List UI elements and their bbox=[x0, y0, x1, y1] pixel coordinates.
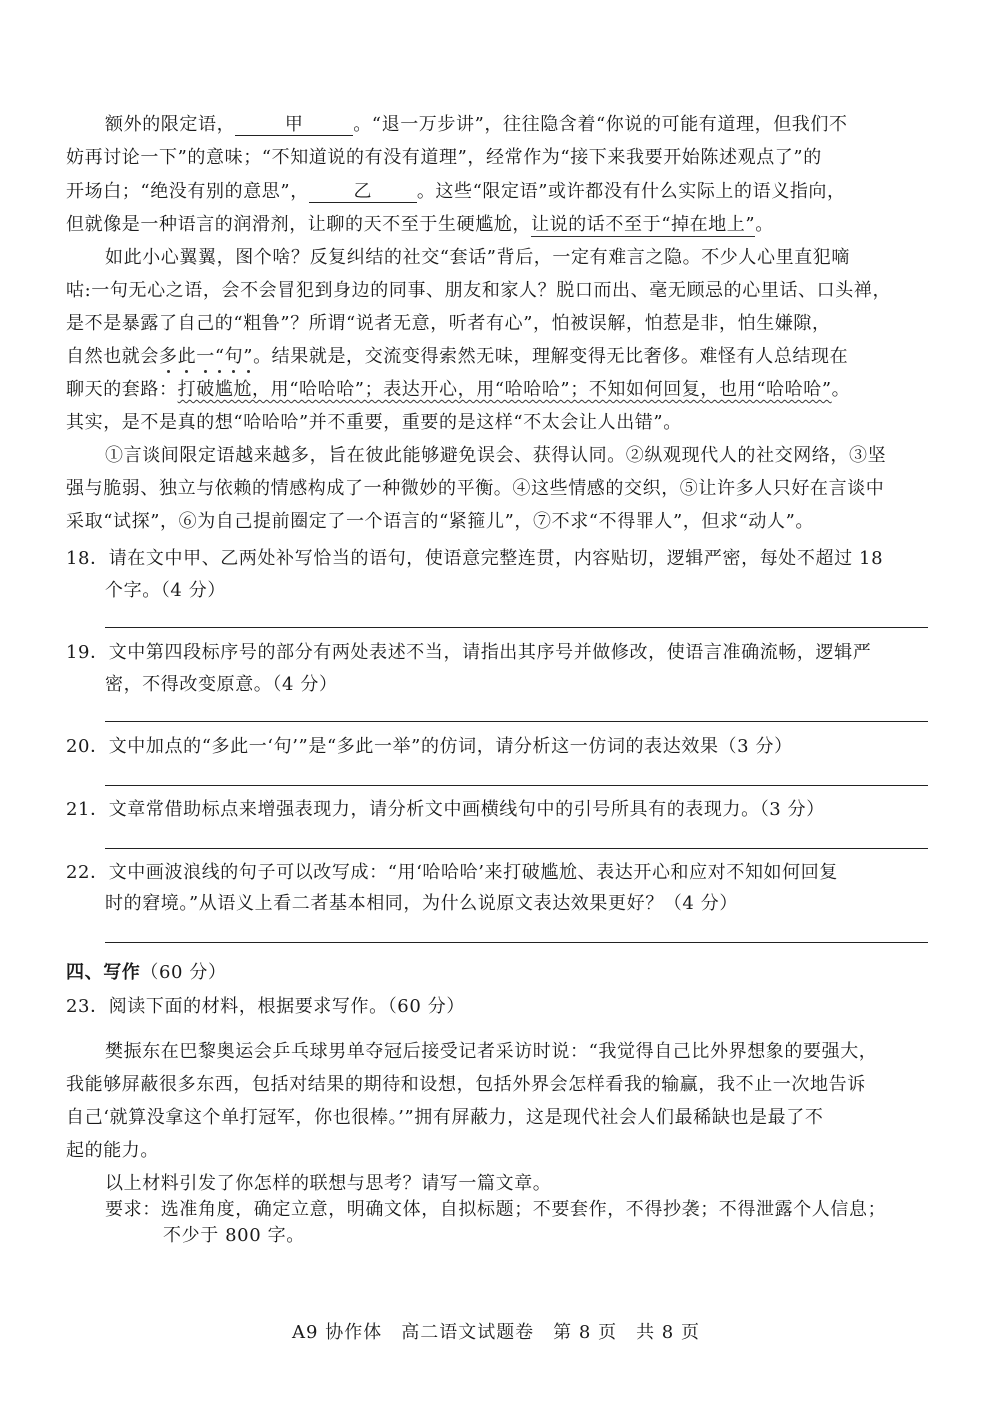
text: 四、写作 bbox=[66, 962, 141, 983]
question-19: 19．文中第四段标序号的部分有两处表述不当，请指出其序号并做修改，使语言准确流畅，逻辑严 bbox=[66, 642, 872, 663]
question-22: 22．文中画波浪线的句子可以改写成：“用‘哈哈哈’来打破尴尬、表达开心和应对不知如何回复 bbox=[66, 862, 838, 883]
para1-line2: 妨再讨论一下”的意味；“不知道说的有没有道理”，经常作为“接下来我要开始陈述观点了”的 bbox=[66, 147, 822, 168]
text: 自然也就会 bbox=[66, 346, 159, 367]
question-19-cont: 密，不得改变原意。（4 分） bbox=[105, 674, 338, 695]
para1-line3 bbox=[66, 181, 928, 203]
question-20: 20．文中加点的“多此一‘句’”是“多此一举”的仿词，请分析这一仿词的表达效果（3 分） bbox=[66, 736, 793, 757]
text: （60 分） bbox=[140, 962, 227, 983]
wavy-sentence: 打破尴尬，用“哈哈哈”；表达开心，用“哈哈哈”；不知如何回复，也用“哈哈哈” bbox=[177, 379, 832, 400]
para3-line3: 采取“试探”，⑥为自己提前圈定了一个语言的“紧箍儿”，⑦不求“不得罪人”，但求“动人”。 bbox=[66, 511, 815, 532]
question-18-cont: 个字。（4 分） bbox=[105, 580, 226, 601]
para3-line1: ①言谈间限定语越来越多，旨在彼此能够避免误会、获得认同。②纵观现代人的社交网络，③坚 bbox=[105, 445, 887, 466]
question-21: 21．文章常借助标点来增强表现力，请分析文中画横线句中的引号所具有的表现力。（3 分） bbox=[66, 799, 825, 820]
requirements-line1: 要求：选准角度，确定立意，明确文体，自拟标题；不要套作，不得抄袭；不得泄露个人信息； bbox=[105, 1199, 887, 1220]
text: 。这些“限定语”或许都没有什么实际上的语义指向， bbox=[416, 181, 846, 202]
text: 但就像是一种语言的润滑剂，让聊的天不至于生硬尴尬， bbox=[66, 214, 531, 235]
text: 。 bbox=[755, 214, 774, 235]
blank-yi: 乙 bbox=[309, 182, 417, 203]
answer-line-20[interactable] bbox=[105, 785, 928, 786]
dotted-char: 此 bbox=[177, 346, 197, 367]
answer-line-19[interactable] bbox=[105, 721, 928, 722]
para2-line5 bbox=[66, 379, 928, 401]
underlined-sentence: 让说的话不至于“掉在地上” bbox=[531, 214, 756, 235]
para2-line6: 其实，是不是真的想“哈哈哈”并不重要，重要的是这样“不太会让人出错”。 bbox=[66, 412, 682, 433]
material-line3: 自己‘就算没拿这个单打冠军，你也很棒。’”拥有屏蔽力，这是现代社会人们最稀缺也是最了不 bbox=[66, 1107, 824, 1128]
material-line2: 我能够屏蔽很多东西，包括对结果的期待和设想，包括外界会怎样看我的输赢，我不止一次地告诉 bbox=[66, 1074, 866, 1095]
para1-line1 bbox=[105, 114, 928, 136]
answer-line-22[interactable] bbox=[105, 942, 928, 943]
text: 。 bbox=[831, 379, 851, 400]
para2-line3: 是不是暴露了自己的“粗鲁”？所谓“说者无意，听者有心”，怕被误解，怕惹是非，怕生嫌隙， bbox=[66, 313, 831, 334]
question-18: 18．请在文中甲、乙两处补写恰当的语句，使语意完整连贯，内容贴切，逻辑严密，每处不超过 18 bbox=[66, 548, 884, 569]
para2-line2: 咕:一句无心之语，会不会冒犯到身边的同事、朋友和家人？脱口而出、毫无顾忌的心里话、口头禅， bbox=[66, 280, 892, 301]
question-22-cont: 时的窘境。”从语义上看二者基本相同，为什么说原文表达效果更好？（4 分） bbox=[105, 893, 738, 914]
dotted-char: “ bbox=[214, 346, 225, 367]
dotted-char: 多 bbox=[159, 346, 178, 367]
para3-line2: 强与脆弱、独立与依赖的情感构成了一种微妙的平衡。④这些情感的交织，⑤让许多人只好在言谈中 bbox=[66, 478, 885, 499]
material-line4: 起的能力。 bbox=[66, 1140, 159, 1161]
blank-jia: 甲 bbox=[235, 115, 353, 136]
question-23: 23．阅读下面的材料，根据要求写作。（60 分） bbox=[66, 996, 465, 1017]
text: 。结果就是，交流变得索然无味，理解变得无比奢侈。难怪有人总结现在 bbox=[253, 346, 849, 367]
answer-line-18[interactable] bbox=[105, 627, 928, 628]
section-title bbox=[66, 962, 928, 984]
para1-line4 bbox=[66, 214, 928, 236]
text: 额外的限定语， bbox=[105, 114, 236, 135]
dotted-char: ” bbox=[243, 346, 254, 367]
text: 开场白；“绝没有别的意思”， bbox=[66, 181, 309, 202]
page-footer: A9 协作体 高二语文试题卷 第 8 页 共 8 页 bbox=[292, 1322, 700, 1343]
material-line1: 樊振东在巴黎奥运会乒乓球男单夺冠后接受记者采访时说：“我觉得自己比外界想象的要强大， bbox=[105, 1041, 878, 1062]
para2-line1: 如此小心翼翼，图个啥？反复纠结的社交“套话”背后，一定有难言之隐。不少人心里直犯嘀 bbox=[105, 247, 850, 268]
text: 。“退一万步讲”，往往隐含着“你说的可能有道理，但我们不 bbox=[353, 114, 848, 135]
para2-line4 bbox=[66, 346, 928, 368]
prompt-line: 以上材料引发了你怎样的联想与思考？请写一篇文章。 bbox=[105, 1173, 552, 1194]
answer-line-21[interactable] bbox=[105, 848, 928, 849]
dotted-char: 句 bbox=[224, 346, 244, 367]
text: 聊天的套路： bbox=[66, 379, 178, 400]
dotted-char: 一 bbox=[196, 346, 215, 367]
requirements-line2: 不少于 800 字。 bbox=[163, 1225, 305, 1246]
